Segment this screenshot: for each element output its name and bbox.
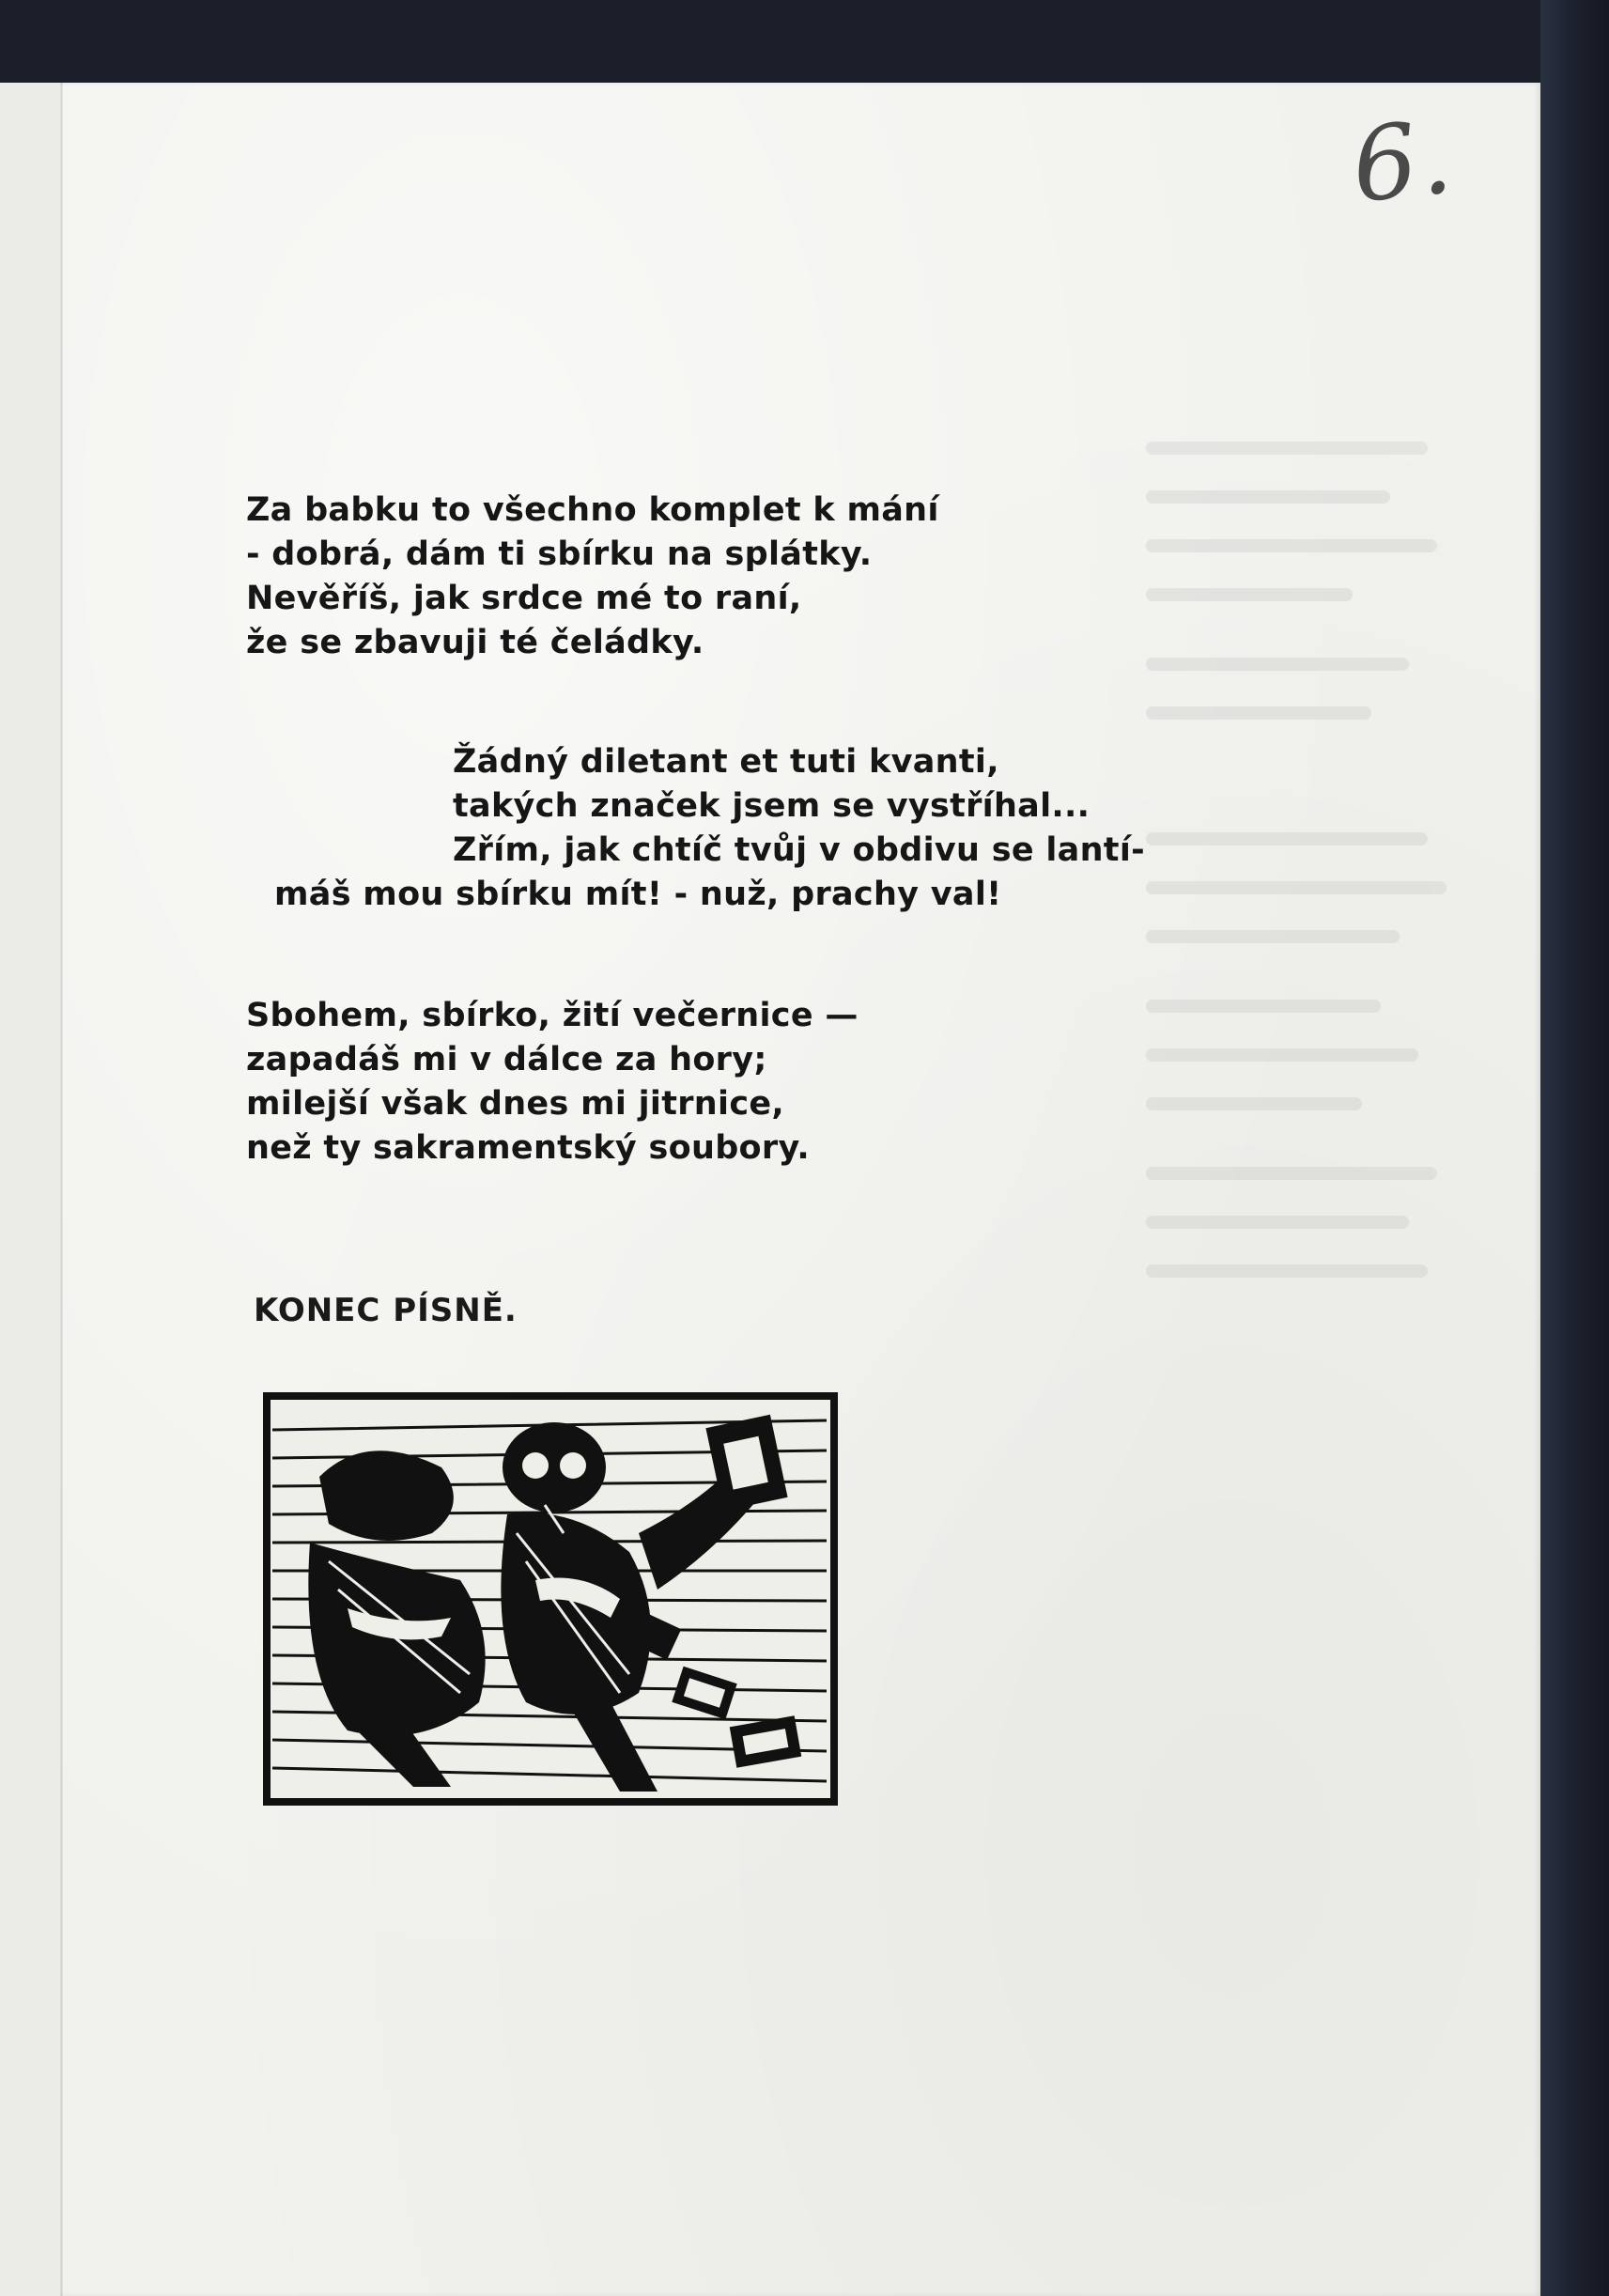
verse-line: Žádný diletant et tuti kvanti, [453,743,999,781]
stanza-2 [246,740,1145,917]
verse-line: že se zbavuji té čeládky. [246,624,704,661]
verse-line: Nevěříš, jak srdce mé to raní, [246,580,802,617]
verse-line: Za babku to všechno komplet k mání [246,491,939,529]
left-page-strip [0,83,60,2296]
verse-line: - dobrá, dám ti sbírku na splátky. [246,535,873,573]
verse-line: máš mou sbírku mít! - nuž, prachy val! [274,876,1002,913]
verse-line: takých značek jsem se vystříhal... [453,787,1091,825]
page-number: 6. [1346,98,1460,226]
song-end-heading: KONEC PÍSNĚ. [254,1292,518,1329]
page-fold-line [60,83,63,2296]
show-through-text [1146,442,1456,1644]
dark-backing [1540,0,1609,2296]
woodcut-illustration [263,1392,838,1806]
verse-line: než ty sakramentský soubory. [246,1129,810,1167]
verse-line: Zřím, jak chtíč tvůj v obdivu se lantí- [453,831,1145,869]
stanza-1 [246,489,939,665]
verse-line: milejší však dnes mi jitrnice, [246,1085,784,1123]
stanza-3 [246,994,859,1171]
verse-line: Sbohem, sbírko, žití večernice — [246,997,859,1034]
verse-line: zapadáš mi v dálce za hory; [246,1041,767,1078]
